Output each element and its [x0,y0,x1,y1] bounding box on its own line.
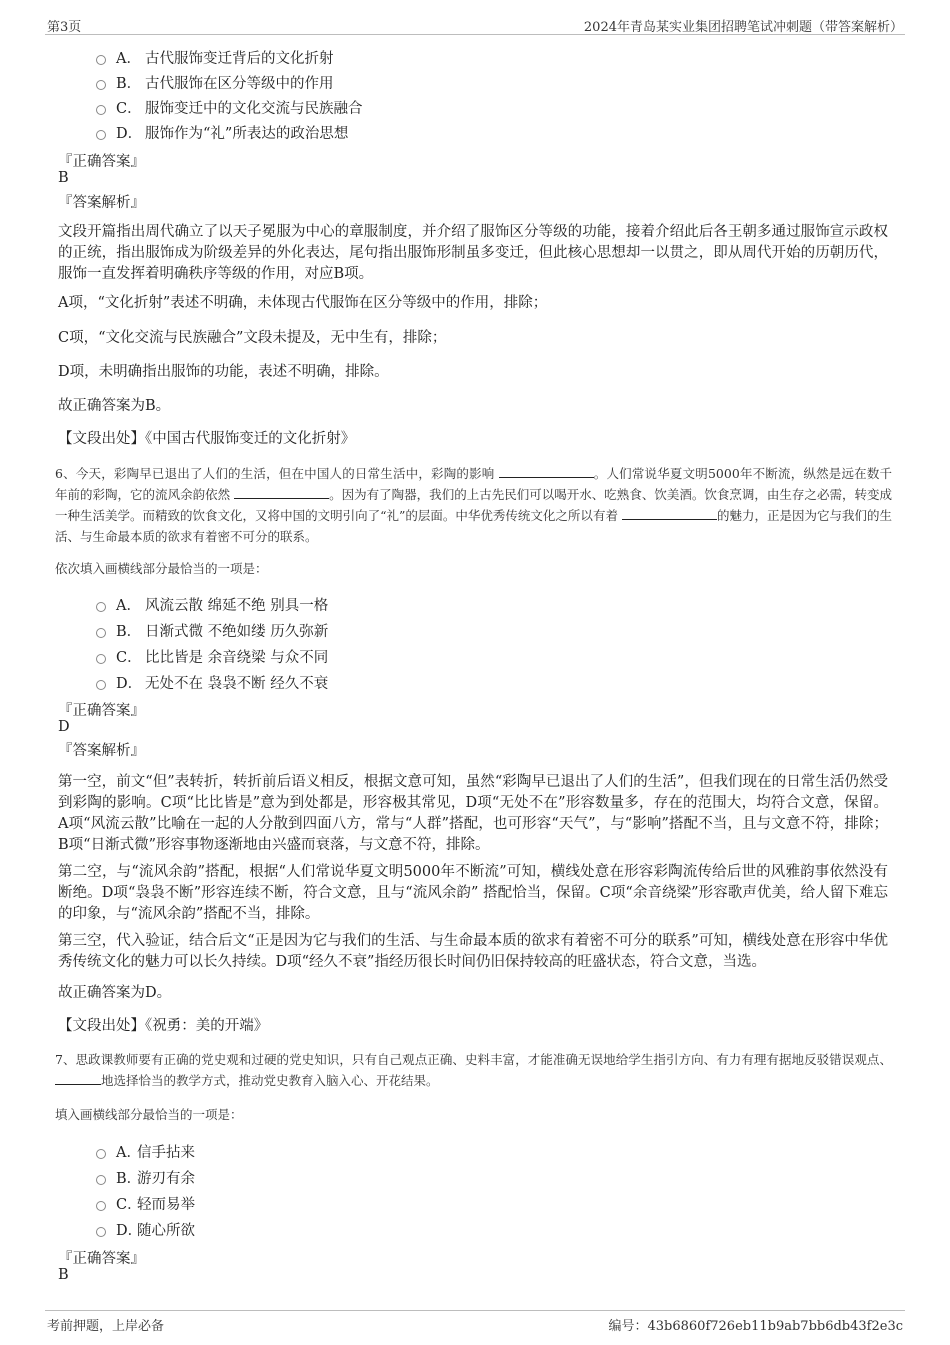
q6-analysis-paragraph: 第三空，代入验证，结合后文“正是因为它与我们的生活、与生命最本质的欲求有着密不可分的联系”可知，横线处意在形容中华优秀传统文化的魅力可以长久持续。D项“经久不衰”指经历很长时间仍旧保持较高的旺盛状态，符合文意，当选。 [58,933,888,970]
fill-blank [622,506,717,520]
page-number: 第3页 [47,20,82,35]
q5-source: 【文段出处】《中国古代服饰变迁的文化折射》 [58,431,356,447]
q5-analysis-paragraph: D项，未明确指出服饰的功能，表述不明确，排除。 [58,364,389,380]
q5-analysis-label: 『答案解析』 [58,195,145,211]
q7-stem: 7、思政课教师要有正确的党史观和过硬的党史知识，只有自己观点正确、史料丰富，才能准确无误地给学生指引方向、有力有理有据地反驳错误观点、地选择恰当的教学方式，推动党史教育入脑入心、开花结果。 [55,1052,892,1088]
page-header [45,14,905,35]
fill-blank [55,1071,101,1085]
q6-analysis-paragraph: 第二空，与“流风余韵”搭配，根据“人们常说华夏文明5000年不断流”可知，横线处意在形容彩陶流传给后世的风雅韵事依然没有断绝。D项“袅袅不断”形容连续不断，符合文意，且与“流风余韵” 搭配恰当，保留。C项“余音绕梁”形容歌声优美，给人留下难忘的印象，与“流风余韵”搭配不当，排除。 [58,864,888,922]
page-footer [45,1310,905,1335]
radio-icon[interactable] [96,105,106,115]
fill-blank [234,485,329,499]
q5-analysis-paragraph: 故正确答案为B。 [58,398,171,414]
q6-correct-label: 『正确答案』 [58,703,145,719]
radio-icon[interactable] [96,602,106,612]
q5-correct-label: 『正确答案』 [58,154,145,170]
fill-blank [499,464,594,478]
radio-icon[interactable] [96,1175,106,1185]
q5-analysis-paragraph: C项，“文化交流与民族融合”文段未提及，无中生有，排除； [58,330,447,346]
radio-icon[interactable] [96,1227,106,1237]
q6-prompt: 依次填入画横线部分最恰当的一项是： [55,561,268,576]
q6-answer: D [58,719,70,735]
q5-answer: B [58,170,69,186]
radio-icon[interactable] [96,80,106,90]
q7-answer: B [58,1267,69,1283]
q5-analysis-paragraph: A项，“文化折射”表述不明确，未体现古代服饰在区分等级中的作用，排除； [58,295,548,311]
radio-icon[interactable] [96,1201,106,1211]
document-code: 编号：43b6860f726eb11b9ab7bb6db43f2e3c [608,1319,903,1334]
radio-icon[interactable] [96,130,106,140]
q7-correct-label: 『正确答案』 [58,1251,145,1267]
q6-analysis-paragraph: 故正确答案为D。 [58,985,172,1001]
radio-icon[interactable] [96,680,106,690]
q6-stem: 6、今天，彩陶早已退出了人们的生活，但在中国人的日常生活中，彩陶的影响 。人们常说华夏文明5000年不断流，纵然是远在数千年前的彩陶，它的流风余韵依然 。因为有了陶器，我们的上古先民们可以喝开水、吃熟食、饮美酒。饮食烹调，由生存之必需，转变成一种生活美学。而精致的饮食文化，又将中国的文明引向了“礼”的层面。中华优秀传统文化之所以有着 的魅力，正是因为它与我们的生活、与生命最本质的欲求有着密不可分的联系。 [55,466,892,544]
q6-source: 【文段出处】《祝勇：美的开端》 [58,1018,269,1034]
q6-analysis-paragraph: 第一空，前文“但”表转折，转折前后语义相反，根据文意可知，虽然“彩陶早已退出了人们的生活”，但我们现在的日常生活仍然受到彩陶的影响。C项“比比皆是”意为到处都是，形容极其常见，D项“无处不在”形容数量多，存在的范围大，均符合文意，保留。A项“风流云散”比喻在一起的人分散到四面八方，常与“人群”搭配，也可形容“天气”，与“影响”搭配不当，且与文意不符，排除；B项“日渐式微”形容事物逐渐地由兴盛而衰落，与文意不符，排除。 [58,774,888,853]
document-title: 2024年青岛某实业集团招聘笔试冲刺题（带答案解析） [583,20,903,35]
q7-prompt: 填入画横线部分最恰当的一项是： [55,1107,243,1122]
radio-icon[interactable] [96,1149,106,1159]
radio-icon[interactable] [96,55,106,65]
q6-analysis-label: 『答案解析』 [58,743,145,759]
radio-icon[interactable] [96,654,106,664]
q5-analysis-paragraph: 文段开篇指出周代确立了以天子冕服为中心的章服制度，并介绍了服饰区分等级的功能，接着介绍此后各王朝多通过服饰宣示政权的正统，指出服饰成为阶级差异的外化表达，尾句指出服饰形制虽多变迁，但此核心思想却一以贯之，即从周代开始的历朝历代，服饰一直发挥着明确秩序等级的作用，对应B项。 [58,224,888,282]
radio-icon[interactable] [96,628,106,638]
footer-slogan: 考前押题，上岸必备 [47,1319,165,1334]
